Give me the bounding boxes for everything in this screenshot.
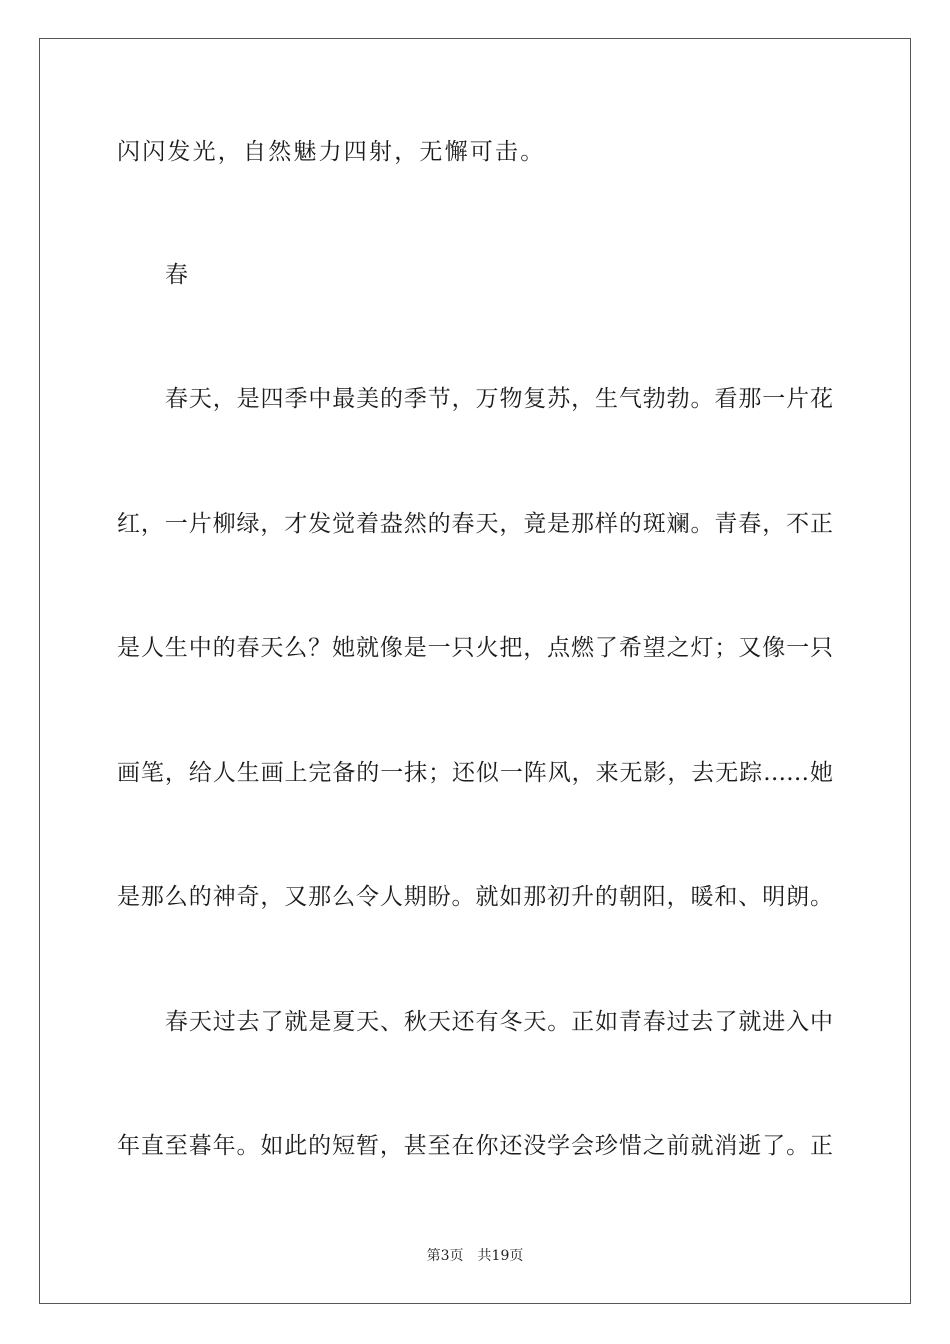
page-total: 共19页: [477, 1248, 524, 1264]
text-line-6: 画笔，给人生画上完备的一抹；还似一阵风，来无影，去无踪……她: [117, 760, 833, 786]
text-line-8: 春天过去了就是夏天、秋天还有冬天。正如青春过去了就进入中: [165, 1009, 833, 1035]
section-heading: 春: [165, 262, 191, 288]
text-line-4: 红，一片柳绿，才发觉着盎然的春天，竟是那样的斑斓。青春，不正: [117, 511, 833, 537]
text-line-9: 年直至暮年。如此的短暂，甚至在你还没学会珍惜之前就消逝了。正: [117, 1133, 833, 1159]
page-border: [39, 38, 911, 1304]
text-line-3: 春天，是四季中最美的季节，万物复苏，生气勃勃。看那一片花: [165, 386, 833, 412]
page-footer: [0, 1247, 950, 1265]
text-line-5: 是人生中的春天么？她就像是一只火把，点燃了希望之灯；又像一只: [117, 635, 833, 661]
text-line-1: 闪闪发光，自然魅力四射，无懈可击。: [117, 139, 546, 165]
page-number: 第3页: [426, 1248, 464, 1264]
text-line-7: 是那么的神奇，又那么令人期盼。就如那初升的朝阳，暖和、明朗。: [117, 884, 833, 910]
